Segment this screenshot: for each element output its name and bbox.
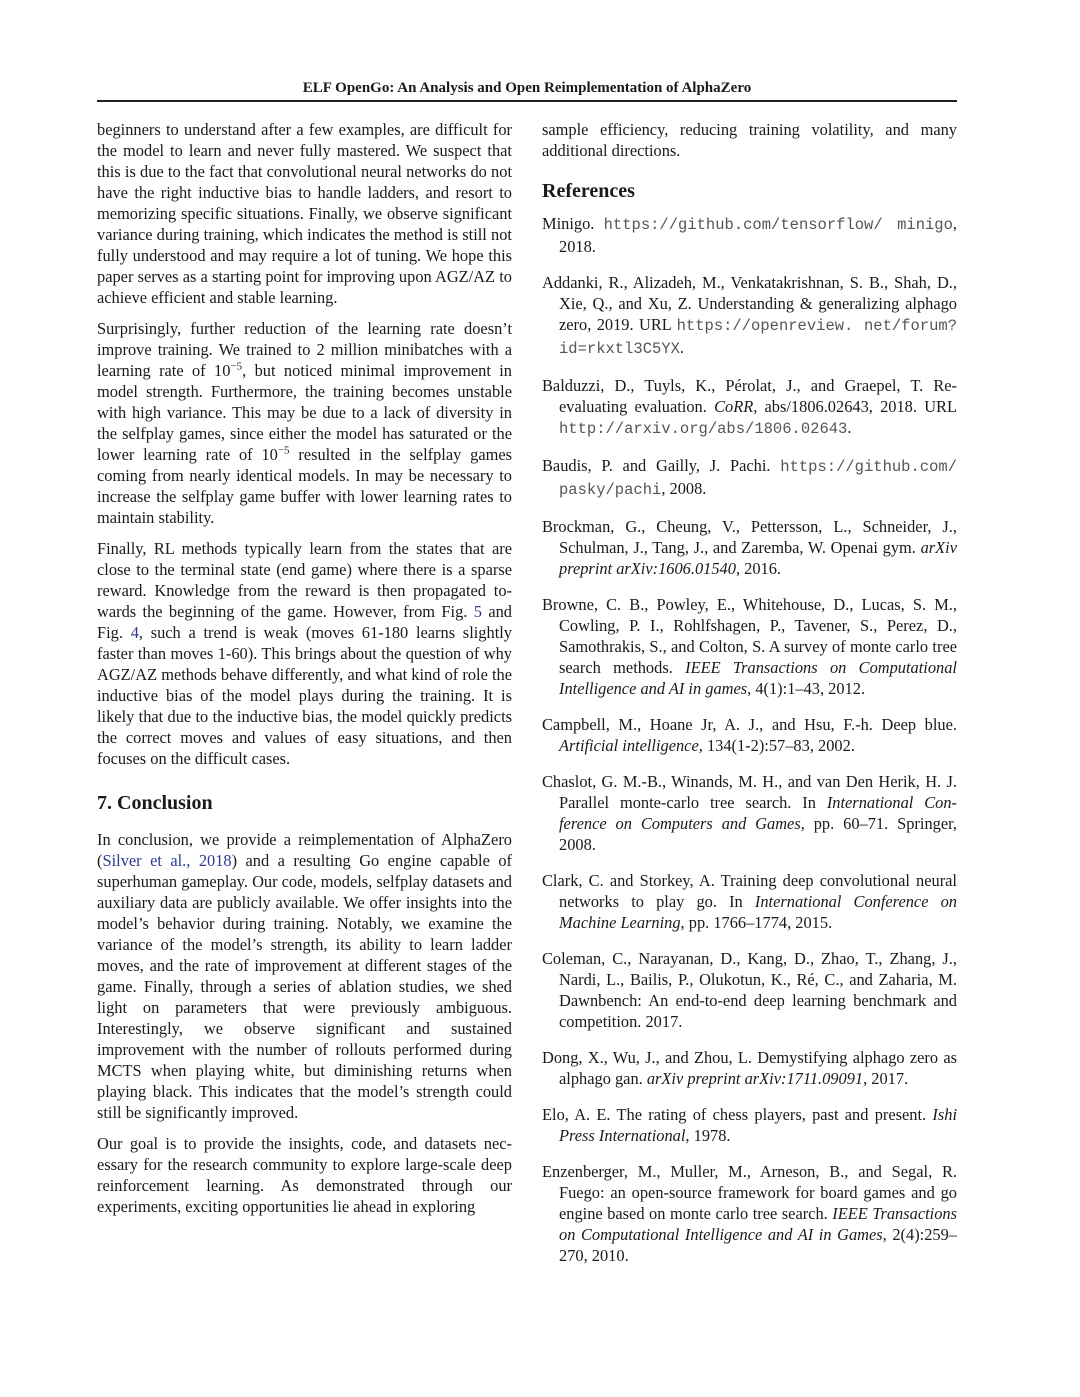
text-run: Balduzzi, D., Tuyls, K., Pérolat, J., and Graepel, T. Reevaluating evaluation. bbox=[542, 376, 957, 416]
exponent: −5 bbox=[277, 444, 290, 457]
reference-entry bbox=[542, 1047, 957, 1089]
paragraph bbox=[97, 318, 512, 528]
reference-entry bbox=[542, 948, 957, 1032]
text-run: Brockman, G., Cheung, V., Pettersson, L., Schneider, J., Schulman, J., Tang, J., and Zaremba, W. Openai gym. bbox=[542, 517, 957, 557]
text-run: , 2(4):259–270, 2010. bbox=[559, 1225, 957, 1265]
reference-entry bbox=[542, 1161, 957, 1266]
venue-text: International Conference on Computers and Games bbox=[559, 793, 958, 833]
text-run: , 2008. bbox=[661, 479, 707, 498]
text-run: Elo, A. E. The rating of chess players, past and present. bbox=[542, 1105, 933, 1124]
url-link[interactable]: http://arxiv.org/abs/1806.02643 bbox=[559, 420, 848, 438]
left-column bbox=[97, 119, 512, 1227]
running-header: ELF OpenGo: An Analysis and Open Reimplementation of AlphaZero bbox=[302, 80, 752, 96]
text-run: In conclusion, we provide a reimplementation of AlphaZero ( bbox=[97, 830, 512, 870]
venue-text: IEEE Transactions on Computational Intelligence and AI in Games bbox=[559, 1204, 957, 1244]
text-run: , pp. 1766–1774, 2015. bbox=[680, 913, 833, 932]
venue-text: International Conference on Machine Learning bbox=[559, 892, 957, 932]
cross-reference-link[interactable]: 5 bbox=[473, 602, 482, 621]
text-run: Surprisingly, further reduction of the learning rate doesn’t improve training. We trained to 2 million minibatches with a learning rate of 10 bbox=[97, 319, 512, 380]
intro-paragraphs bbox=[542, 119, 957, 161]
text-run: , 2017. bbox=[863, 1069, 909, 1088]
reference-entry bbox=[542, 455, 957, 501]
text-run: , 2016. bbox=[735, 559, 782, 578]
text-run: Chaslot, G. M.-B., Winands, M. H., and van Den Herik, H. J. Parallel monte-carlo tree search. In bbox=[542, 772, 957, 812]
reference-entry bbox=[542, 870, 957, 933]
text-run: beginners to understand after a few examples, are difficult for the model to learn and never fully mastered. We suspect that this is due to the fact that convolutional neural networks do not have the right inductive bias to handle ladders, and resort to memorizing specific situations. Finally, we observe significant variance during training, which indicates the method is still not fully understood and may require a lot of tuning. We hope this paper serves as a starting point for improving upon AGZ/AZ to achieve efficient and stable learning. bbox=[97, 120, 512, 307]
paragraph bbox=[97, 829, 512, 1123]
body-paragraphs bbox=[97, 119, 512, 769]
text-run: Clark, C. and Storkey, A. Training deep convolutional neural networks to play go. In bbox=[542, 871, 957, 911]
url-link[interactable]: https://github.com/ pasky/pachi bbox=[559, 458, 957, 499]
text-run: and Fig. bbox=[97, 602, 512, 642]
text-run: Finally, RL methods typically learn from the states that are close to the terminal state (end game) where there is a sparse reward. Knowledge from the reward is then propagated towards the beginning of the game. However, from Fig. bbox=[97, 539, 512, 621]
text-run: , abs/1806.02643, 2018. URL bbox=[753, 397, 957, 416]
text-run: , but noticed minimal improvement in model strength. Furthermore, the training becomes unstable with high variance. This may be due to a lack of diversity in the selfplay games, since either the model has saturated or the lower learning rate of 10 bbox=[97, 361, 512, 464]
paragraph bbox=[542, 119, 957, 161]
reference-entry bbox=[542, 714, 957, 756]
right-column bbox=[542, 119, 957, 1281]
text-run: Addanki, R., Alizadeh, M., Venkatakrishnan, S. B., Shah, D., Xie, Q., and Xu, Z. Understanding & generalizing alphago zero, 2019. URL bbox=[542, 273, 957, 334]
reference-entry bbox=[542, 272, 957, 360]
section-heading: 7. Conclusion bbox=[97, 792, 213, 814]
text-run: , such a trend is weak (moves 61-180 learns slightly faster than moves 1-60). This brings about the question of why AGZ/AZ methods behave differently, and what kind of role the inductive bias of the model plays during the training. It is likely that due to the inductive bias, the model quickly predicts the correct moves and values of easy situations, and then focuses on the difficult cases. bbox=[97, 623, 512, 768]
text-run: , 1978. bbox=[685, 1126, 731, 1145]
text-run: resulted in the selfplay games coming from nearly identical models. In may be necessary to increase the selfplay game buffer with lower learning rates to maintain stability. bbox=[97, 445, 512, 527]
reference-entry bbox=[542, 516, 957, 579]
venue-text: CoRR bbox=[714, 397, 754, 416]
header-rule bbox=[97, 100, 957, 102]
venue-text: arXiv preprint arXiv:1606.01540 bbox=[559, 538, 957, 578]
references-heading: References bbox=[542, 180, 635, 202]
reference-list bbox=[542, 213, 957, 1266]
text-run: Dong, X., Wu, J., and Zhou, L. Demystifying alphago zero as alphago gan. bbox=[542, 1048, 957, 1088]
url-link[interactable]: https://github.com/tensorflow/ minigo bbox=[603, 216, 953, 234]
text-run: Baudis, P. and Gailly, J. Pachi. bbox=[542, 456, 781, 475]
reference-entry bbox=[542, 375, 957, 440]
conclusion-paragraphs bbox=[97, 829, 512, 1217]
text-run: , pp. 60–71. Springer, 2008. bbox=[559, 814, 958, 854]
exponent: −5 bbox=[230, 360, 243, 373]
reference-entry bbox=[542, 1104, 957, 1146]
text-run: Enzenberger, M., Muller, M., Arneson, B., and Segal, R. Fuego: an open-source framework for board games and go engine based on monte carlo tree search. bbox=[542, 1162, 957, 1223]
venue-text: arXiv preprint arXiv:1711.09091 bbox=[646, 1069, 864, 1088]
text-run: ) and a resulting Go engine capable of superhuman gameplay. Our code, models, selfplay datasets and auxiliary data are publicly available. We offer insights into the model’s behavior during training. Notably, we examine the variance of the model’s strength, its ability to learn ladder moves, and the rate of improvement at different stages of the game. Finally, through a series of ablation studies, we shed light on parameters that were previously ambiguous. Interestingly, we observe significant and sustained improvement with the number of rollouts performed during MCTS when playing white, but diminishing returns when playing black. This indicates that the model’s strength could still be significantly improved. bbox=[97, 851, 512, 1122]
url-link[interactable]: https://openreview. net/forum?id=rkxtl3C5YX bbox=[559, 317, 957, 358]
text-run: , 2018. bbox=[559, 214, 958, 256]
paragraph bbox=[97, 119, 512, 308]
text-run: Our goal is to provide the insights, code, and datasets necessary for the research community to explore large-scale deep reinforcement learning. As demonstrated through our experiments, exciting opportunities lie ahead in exploring bbox=[97, 1134, 512, 1216]
paragraph bbox=[97, 1133, 512, 1217]
text-run: sample efficiency, reducing training volatility, and many additional directions. bbox=[542, 120, 957, 160]
cross-reference-link[interactable]: Silver et al., 2018 bbox=[102, 851, 232, 870]
venue-text: IEEE Transactions on Computational Intelligence and AI in games bbox=[559, 658, 957, 698]
text-run: Browne, C. B., Powley, E., Whitehouse, D., Lucas, S. M., Cowling, P. I., Rohlfshagen, P., Tavener, S., Perez, D., Samothrakis, S., and Colton, S. A survey of monte carlo tree search methods. bbox=[542, 595, 957, 677]
reference-entry bbox=[542, 771, 957, 855]
reference-entry bbox=[542, 594, 957, 699]
text-run: . bbox=[847, 418, 852, 437]
text-run: , 4(1):1–43, 2012. bbox=[747, 679, 866, 698]
reference-entry bbox=[542, 213, 957, 257]
venue-text: Artificial intelligence bbox=[559, 736, 699, 755]
paragraph bbox=[97, 538, 512, 769]
text-run: Coleman, C., Narayanan, D., Kang, D., Zhao, T., Zhang, J., Nardi, L., Bailis, P., Olukotun, K., Ré, C., and Zaharia, M. Dawnbench: An end-to-end deep learning benchmark and competition. 2017. bbox=[542, 949, 957, 1031]
text-run: Minigo. bbox=[542, 214, 604, 233]
text-run: Campbell, M., Hoane Jr, A. J., and Hsu, F.-h. Deep blue. bbox=[542, 715, 957, 734]
text-run: , 134(1-2):57–83, 2002. bbox=[698, 736, 855, 755]
cross-reference-link[interactable]: 4 bbox=[130, 623, 139, 642]
text-run: . bbox=[679, 338, 685, 357]
venue-text: Ishi Press International bbox=[559, 1105, 957, 1145]
